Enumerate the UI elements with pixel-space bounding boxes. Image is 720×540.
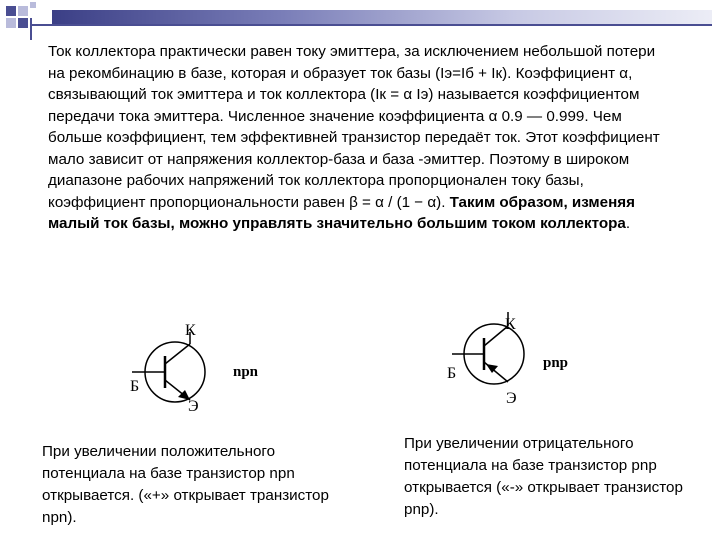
header-gradient-bar: [52, 10, 712, 24]
npn-type-label: npn: [233, 364, 259, 380]
pnp-type-label: pnp: [543, 355, 569, 371]
pnp-collector-label: К: [505, 316, 516, 333]
npn-transistor-symbol: [120, 330, 230, 410]
npn-emitter-label: Э: [188, 398, 199, 415]
main-text-end: .: [625, 215, 631, 232]
npn-collector-lead: [165, 344, 190, 364]
pnp-caption: При увеличении отрицательного потенциала на базе транзистор pnp открывается («-» открывает транзистор pnp).: [404, 435, 683, 518]
npn-base-label: Б: [130, 378, 140, 395]
main-text-plain: Ток коллектора практически равен току эмиттера, за исключением небольшой потери на рекомбинацию в базе, которая и образует ток базы (Iэ=Iб + Iк). Коэффициент α, связывающий ток эмиттера и ток коллектора (Iк = α Iэ) называется коэффициентом передачи тока эмиттера. Численное значение коэффициента α 0.9 — 0.999. Чем больше коэффициент, тем эффективней транзистор передаёт ток. Этот коэффициент мало зависит от напряжения коллектор-база и база -эмиттер. Поэтому в широком диапазоне рабочих напряжений ток коллектора пропорционален току базы, коэффициент пропорциональности равен β = α / (1 − α).: [48, 43, 660, 211]
header-vertical-rule: [30, 18, 32, 40]
pnp-base-label: Б: [447, 365, 457, 382]
decorative-squares: [0, 0, 40, 40]
pnp-transistor-symbol: [446, 312, 556, 392]
npn-collector-label: К: [185, 322, 196, 339]
npn-caption: При увеличении положительного потенциала на базе транзистор npn открывается. («+» открывает транзистор npn).: [42, 443, 329, 526]
main-text-bold: Таким образом, изменяя малый ток базы, можно управлять значительно большим током коллектора: [48, 193, 635, 232]
pnp-emitter-label: Э: [506, 390, 517, 407]
header-divider: [30, 24, 712, 26]
main-paragraph: [48, 41, 673, 235]
